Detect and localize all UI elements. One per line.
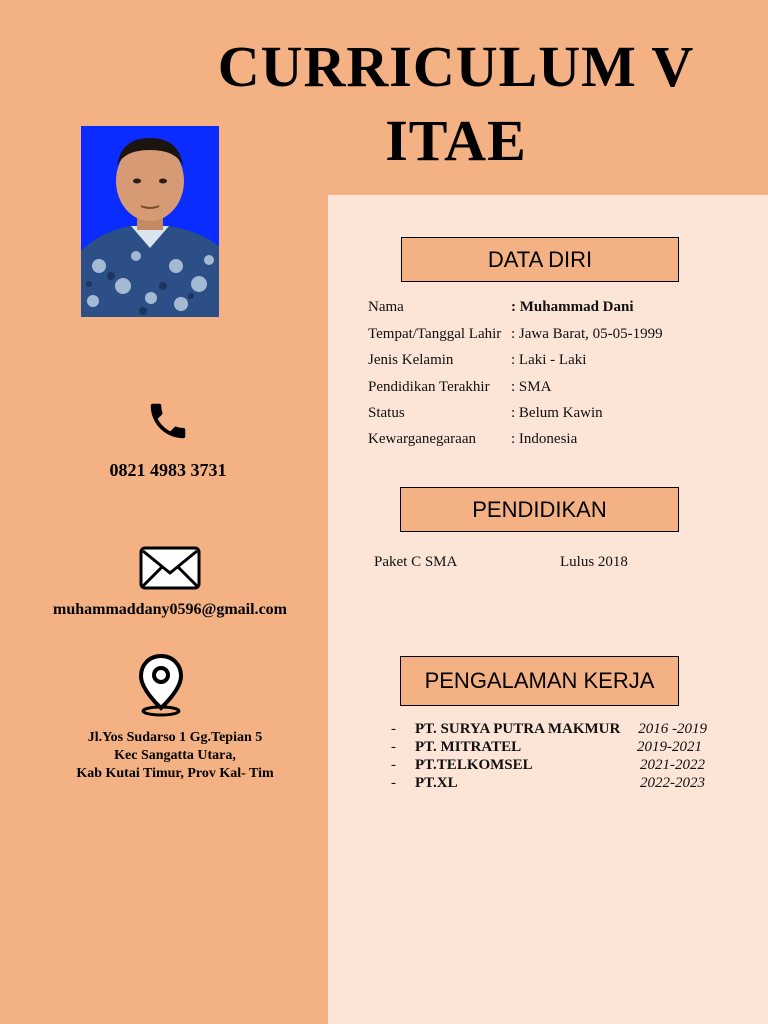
data-label: Status: [368, 405, 405, 421]
experience-item: [391, 738, 711, 756]
address-line-3: Kab Kutai Timur, Prov Kal- Tim: [76, 766, 274, 781]
title-line-1: CURRICULUM V: [217, 34, 695, 99]
list-dash: -: [391, 757, 396, 773]
page-title: [196, 30, 716, 178]
experience-years: 2021-2022: [640, 757, 705, 773]
data-value: : Laki - Laki: [511, 352, 587, 368]
data-label: Pendidikan Terakhir: [368, 379, 490, 395]
experience-years: 2016 -2019: [638, 721, 707, 737]
section-data-diri: DATA DIRI: [401, 237, 679, 282]
experience-company: PT.XL: [415, 775, 458, 791]
address-line-2: Kec Sangatta Utara,: [114, 748, 236, 763]
list-dash: -: [391, 721, 396, 737]
data-label: Nama: [368, 299, 404, 315]
education-row: [374, 552, 674, 572]
title-line-2: ITAE: [385, 108, 527, 173]
address: [40, 729, 310, 783]
mail-icon: [139, 546, 201, 590]
data-value: : Jawa Barat, 05-05-1999: [511, 326, 663, 342]
experience-years: 2019-2021: [637, 739, 702, 755]
experience-item: [391, 720, 711, 738]
section-pengalaman-kerja: PENGALAMAN KERJA: [400, 656, 679, 706]
experience-item: [391, 756, 711, 774]
data-value: : Muhammad Dani: [511, 299, 634, 315]
data-label: Kewarganegaraan: [368, 431, 476, 447]
experience-item: [391, 774, 711, 792]
experience-company: PT. SURYA PUTRA MAKMUR: [415, 721, 621, 737]
data-label: Tempat/Tanggal Lahir: [368, 326, 502, 342]
education-school: Paket C SMA: [374, 554, 458, 570]
location-pin-icon: [136, 652, 186, 718]
phone-number[interactable]: 0821 4983 3731: [109, 460, 227, 480]
experience-years: 2022-2023: [640, 775, 705, 791]
section-pendidikan: PENDIDIKAN: [400, 487, 679, 532]
profile-photo-illustration: [81, 126, 219, 317]
data-value: : SMA: [511, 379, 552, 395]
experience-company: PT. MITRATEL: [415, 739, 522, 755]
email-address[interactable]: muhammaddany0596@gmail.com: [52, 601, 287, 618]
right-panel: [328, 195, 768, 1024]
address-line-1: Jl.Yos Sudarso 1 Gg.Tepian 5: [87, 730, 263, 745]
list-dash: -: [391, 739, 396, 755]
data-value: : Indonesia: [511, 431, 578, 447]
profile-photo: [81, 126, 219, 317]
data-label: Jenis Kelamin: [368, 352, 454, 368]
data-value: : Belum Kawin: [511, 405, 603, 421]
phone-icon: [145, 398, 191, 444]
list-dash: -: [391, 775, 396, 791]
experience-company: PT.TELKOMSEL: [415, 757, 533, 773]
education-status: Lulus 2018: [560, 554, 628, 570]
